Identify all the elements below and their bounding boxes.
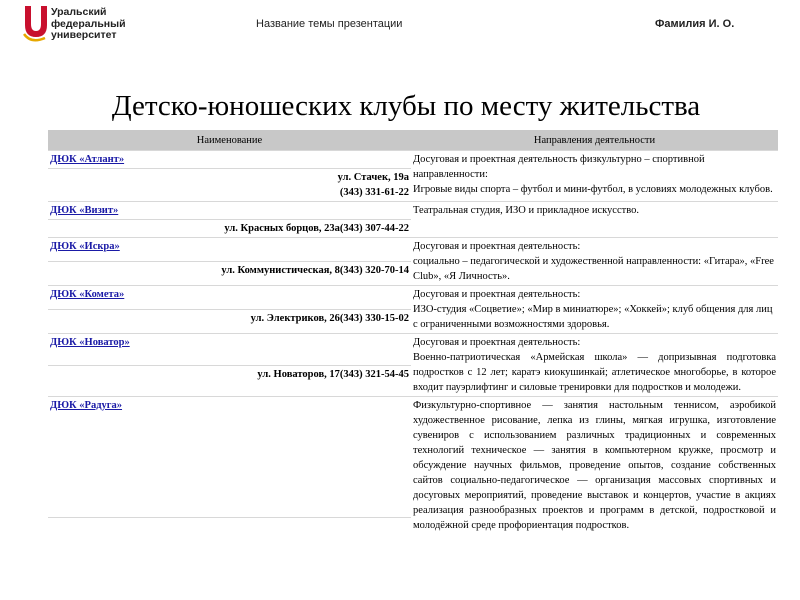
club-name-cell <box>48 202 411 220</box>
university-logo <box>23 4 133 44</box>
table-row <box>48 202 778 220</box>
address-line: ул. Красных борцов, 23а(343) 307-44-22 <box>224 223 409 234</box>
address-line: (343) 331-61-22 <box>339 187 409 198</box>
table-row <box>48 151 778 169</box>
direction-text: Досуговая и проектная деятельность: <box>413 337 581 348</box>
club-name-cell <box>48 286 411 310</box>
column-header-name: Наименование <box>48 130 411 151</box>
club-name-cell <box>48 334 411 366</box>
direction-text: Театральная студия, ИЗО и прикладное искусство. <box>413 205 639 216</box>
address-line: ул. Стачек, 19а <box>337 172 409 183</box>
logo-line: федеральный <box>51 17 126 30</box>
club-address-cell <box>48 262 411 286</box>
slide-header <box>0 0 800 50</box>
direction-text: Физкультурно-спортивное — занятия настольным теннисом, аэробикой художественное рисование, лепка из глины, мягкая игрушка, изготовление сувениров с использованием различных традиционных и современных технологий техническое — занятия в компьютерном кружке, просмотр и обсуждение научных фильмов, проведение опытов, создание собственных сайтов социально-педагогическое — организация массовых спортивных и досуговых мероприятий, проведение выставок и концертов, участие в акциях реализация разнообразных проектов и программ в детской, подростковой и молодёжной среде профориентация подростков. <box>413 400 776 531</box>
club-directions-cell <box>411 286 778 334</box>
direction-text: социально – педагогической и художественной направленности: «Гитара», «Free Club», «Я Личность». <box>413 256 774 282</box>
club-address-cell <box>48 365 411 397</box>
direction-text: ИЗО-студия «Соцветие»; «Мир в миниатюре»; «Хоккей»; клуб общения для лиц с ограниченными возможностями здоровья. <box>413 304 773 330</box>
club-directions-cell <box>411 334 778 397</box>
presentation-topic: Название темы презентации <box>256 18 403 30</box>
club-name-cell <box>48 238 411 262</box>
logo-line: университет <box>51 29 117 41</box>
club-directions-cell <box>411 151 778 202</box>
logo-text <box>51 7 126 42</box>
direction-text: Военно-патриотическая «Армейская школа» — допризывная подготовка подростков с 12 лет; каратэ киокушинкай; атлетическое многоборье, в которое входит пауэрлифтинг и силовые тренировки для подростков и молодежи. <box>413 352 776 393</box>
club-address-cell <box>48 169 411 202</box>
author-name: Фамилия И. О. <box>655 18 735 30</box>
address-line: ул. Новаторов, 17(343) 321-54-45 <box>257 368 409 380</box>
club-directions-cell <box>411 202 778 238</box>
urfu-logo-icon <box>23 4 49 42</box>
direction-text: Игровые виды спорта – футбол и мини-футбол, в условиях молодежных клубов. <box>413 184 773 195</box>
club-name-link[interactable]: ДЮК «Новатор» <box>50 337 130 348</box>
club-name-link[interactable]: ДЮК «Радуга» <box>50 400 123 411</box>
club-address-cell <box>48 310 411 334</box>
club-directions-cell <box>411 397 778 535</box>
table-row <box>48 238 778 262</box>
club-address-cell <box>48 220 411 238</box>
table-header-row <box>48 130 778 151</box>
club-name-link[interactable]: ДЮК «Комета» <box>50 289 125 300</box>
club-name-link[interactable]: ДЮК «Атлант» <box>50 154 125 165</box>
table-row <box>48 334 778 366</box>
clubs-table <box>48 130 778 534</box>
address-line: ул. Электриков, 26(343) 330-15-02 <box>250 313 409 324</box>
club-name-link[interactable]: ДЮК «Визит» <box>50 205 119 216</box>
column-header-directions: Направления деятельности <box>411 130 778 151</box>
logo-line: Уральский <box>51 6 107 18</box>
table-body <box>48 151 778 535</box>
table-row <box>48 286 778 310</box>
club-address-cell <box>48 517 411 534</box>
direction-text: Досуговая и проектная деятельность: <box>413 289 581 300</box>
slide-title: Детско-юношеских клубы по месту жительства <box>111 90 701 122</box>
direction-text: Досуговая и проектная деятельность: <box>413 241 581 252</box>
club-directions-cell <box>411 238 778 286</box>
club-name-link[interactable]: ДЮК «Искра» <box>50 241 120 252</box>
club-name-cell <box>48 151 411 169</box>
table-row <box>48 397 778 518</box>
club-name-cell <box>48 397 411 518</box>
address-line: ул. Коммунистическая, 8(343) 320-70-14 <box>221 265 409 276</box>
direction-text: Досуговая и проектная деятельность физкультурно – спортивной направленности: <box>413 154 705 180</box>
